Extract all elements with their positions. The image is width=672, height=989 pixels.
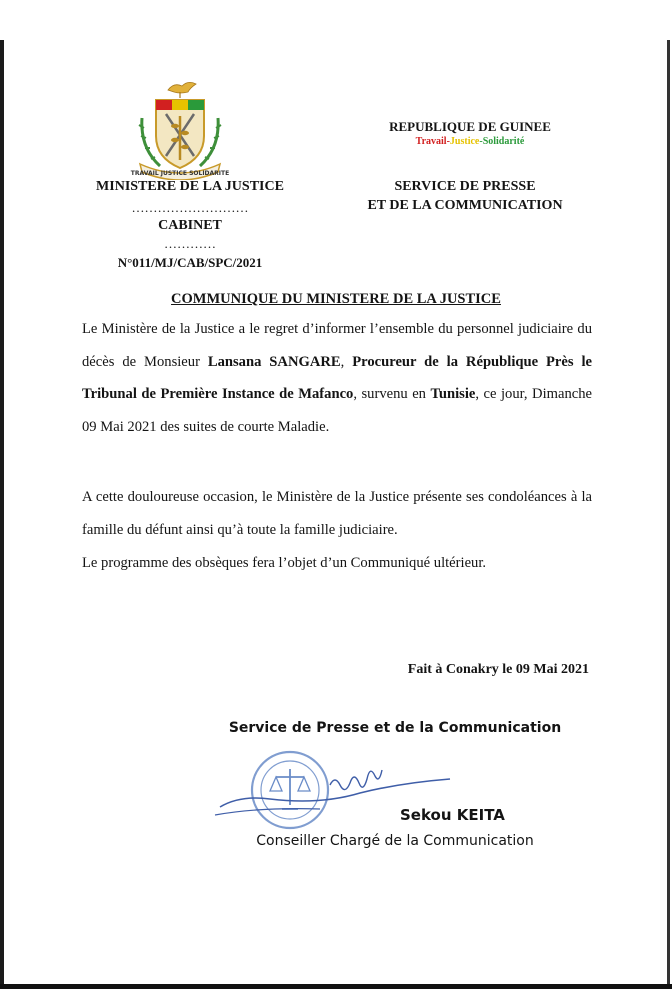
text-run: ,	[340, 353, 353, 370]
ministry-title: MINISTERE DE LA JUSTICE	[96, 179, 284, 194]
text-run: , ce jour, Dimanche 09 Mai 2021 des suites de courte Maladie.	[82, 386, 593, 435]
republic-name: REPUBLIQUE DE GUINEE	[389, 119, 551, 134]
separator-dots: ………………………	[131, 200, 249, 215]
signatory-role: Conseiller Chargé de la Communication	[256, 833, 534, 849]
emblem-motto: TRAVAIL JUSTICE SOLIDARITE	[130, 170, 230, 177]
reference-number: N°011/MJ/CAB/SPC/2021	[117, 255, 263, 270]
paragraph-announcement	[82, 313, 592, 443]
guinea-coat-of-arms-icon	[130, 78, 230, 180]
motto-travail: Travail-	[415, 136, 450, 147]
signatory-name: Sekou KEITA	[400, 806, 505, 824]
paragraph-condolences: A cette douloureuse occasion, le Ministère de la Justice présente ses condoléances à la famille du défunt ainsi qu’à toute la famille judiciaire.	[82, 489, 592, 538]
deceased-name: Lansana SANGARE	[207, 353, 341, 370]
paragraph-funeral-program: Le programme des obsèques fera l’objet d’un Communiqué ultérieur.	[82, 555, 487, 571]
motto-solidarite: -Solidarité	[479, 136, 525, 147]
signature-date: Fait à Conakry le 09 Mai 2021	[407, 662, 589, 677]
separator-dots: …………	[164, 236, 216, 251]
signature-service-title: Service de Presse et de la Communication	[228, 720, 562, 736]
motto-justice: Justice	[449, 136, 480, 147]
text-run: , survenu en	[353, 386, 431, 402]
cabinet-label: CABINET	[158, 218, 222, 233]
page-border-bottom	[0, 984, 672, 989]
text-run: Le Ministère de la Justice a le regret d’informer l’ensemble du personnel judiciaire du décès de Monsieur	[82, 321, 592, 370]
page-border-left	[0, 40, 4, 985]
service-title-line1: SERVICE DE PRESSE	[394, 179, 536, 194]
national-motto	[360, 136, 580, 147]
communique-title-text: COMMUNIQUE DU MINISTERE DE LA JUSTICE	[171, 291, 501, 307]
country-name: Tunisie	[430, 386, 476, 402]
deceased-role: Procureur de la République Près le Tribunal de Première Instance de Mafanco	[82, 353, 593, 402]
service-title-line2: ET DE LA COMMUNICATION	[367, 198, 563, 213]
communique-title	[0, 291, 672, 308]
page-border-right	[667, 40, 670, 985]
